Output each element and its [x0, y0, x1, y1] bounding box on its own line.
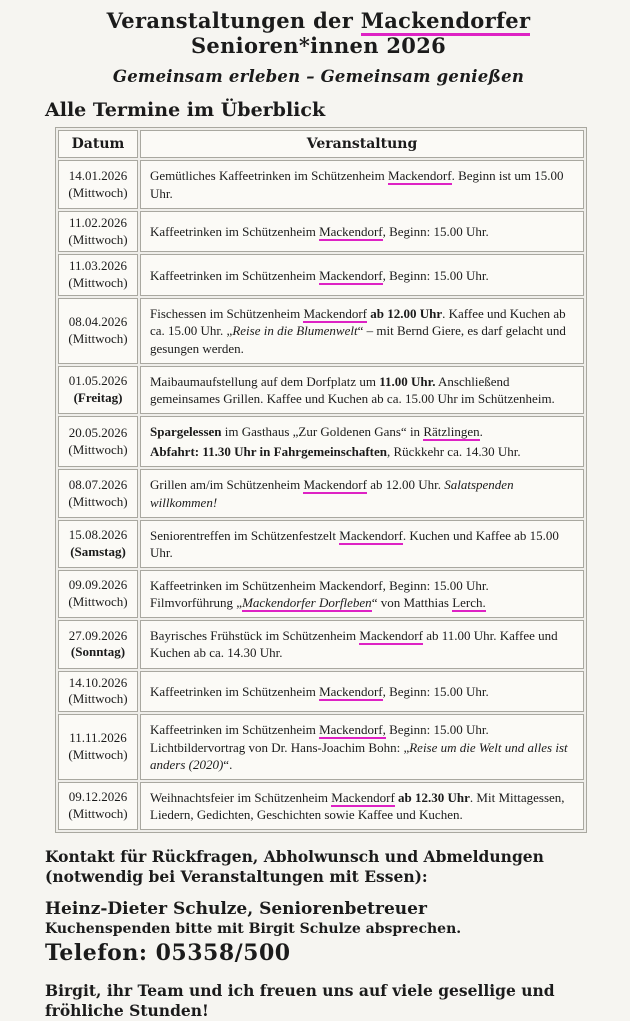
date-cell [58, 416, 138, 467]
event-weekday: (Mittwoch) [68, 184, 128, 200]
column-header-datum: Datum [58, 130, 138, 158]
events-table [55, 127, 587, 833]
event-date: 27.09.2026 [68, 627, 128, 643]
contact-note: Kuchenspenden bitte mit Birgit Schulze absprechen. [45, 920, 462, 937]
events-table-head [58, 130, 584, 158]
event-text: Maibaumaufstellung auf dem Dorfplatz um 11.00 Uhr. Anschließend gemeinsames Grillen. Kaffee und Kuchen ab ca. 15.00 Uhr im Schützenheim. [150, 373, 555, 406]
section-heading: Alle Termine im Überblick [45, 99, 326, 122]
event-date: 14.10.2026 [68, 674, 128, 690]
date-cell [58, 671, 138, 713]
subtitle: Gemeinsam erleben – Gemeinsam genießen [112, 67, 525, 87]
date-cell [58, 366, 138, 414]
event-text: Kaffeetrinken im Schützenheim Mackendorf, Beginn: 15.00 Uhr. Lichtbildervortrag von Dr. Hans-Joachim Bohn: „Reise um die Welt und alles ist anders (2020)“. [150, 722, 568, 772]
table-row [58, 160, 584, 208]
event-cell [140, 254, 584, 296]
table-row [58, 469, 584, 517]
event-date: 08.04.2026 [68, 314, 128, 330]
event-cell [140, 714, 584, 779]
date-cell [58, 211, 138, 253]
event-cell [140, 782, 584, 830]
event-weekday: (Mittwoch) [68, 747, 128, 763]
table-row [58, 570, 584, 618]
date-cell [58, 570, 138, 618]
event-weekday: (Mittwoch) [68, 231, 128, 247]
date-cell [58, 520, 138, 568]
date-cell [58, 298, 138, 363]
event-cell [140, 160, 584, 208]
event-weekday: (Mittwoch) [68, 493, 128, 509]
event-text: Kaffeetrinken im Schützenheim Mackendorf, Beginn: 15.00 Uhr. Filmvorführung „Mackendorfer Dorfleben“ von Matthias Lerch. [150, 577, 489, 611]
table-row [58, 714, 584, 779]
table-row [58, 620, 584, 668]
table-row [58, 520, 584, 568]
contact-phone: Telefon: 05358/500 [45, 939, 291, 966]
events-table-body [58, 160, 584, 830]
date-cell [58, 469, 138, 517]
date-cell [58, 782, 138, 830]
table-row [58, 416, 584, 467]
event-weekday: (Mittwoch) [68, 806, 128, 821]
event-text: Gemütliches Kaffeetrinken im Schützenheim Mackendorf. Beginn ist um 15.00 Uhr. [150, 168, 564, 201]
event-date: 20.05.2026 [68, 424, 128, 440]
event-date: 09.12.2026 [68, 789, 128, 805]
title-line-2: Senioren*innen 2026 [190, 33, 447, 59]
table-row [58, 211, 584, 253]
event-date: 14.01.2026 [68, 167, 128, 183]
table-row [58, 671, 584, 713]
event-date: 15.08.2026 [68, 526, 128, 542]
event-text: Fischessen im Schützenheim Mackendorf ab 12.00 Uhr. Kaffee und Kuchen ab ca. 15.00 Uhr. „Reise in die Blumenwelt“ – mit Bernd Giere, es darf gelacht und gesungen werden. [150, 306, 566, 356]
event-text: Abfahrt: 11.30 Uhr in Fahrgemeinschaften, Rückkehr ca. 14.30 Uhr. [150, 444, 521, 460]
event-cell [140, 298, 584, 363]
event-weekday: (Samstag) [70, 543, 126, 559]
event-cell [140, 366, 584, 414]
event-date: 11.02.2026 [68, 214, 128, 230]
event-text: Kaffeetrinken im Schützenheim Mackendorf, Beginn: 15.00 Uhr. [150, 683, 489, 699]
event-weekday: (Mittwoch) [68, 594, 128, 610]
title-line1-pre: Veranstaltungen der [106, 8, 361, 33]
event-text: Seniorentreffen im Schützenfestzelt Mackendorf. Kuchen und Kaffee ab 15.00 Uhr. [150, 527, 559, 560]
event-weekday: (Mittwoch) [68, 330, 128, 346]
table-row [58, 782, 584, 830]
contact-heading: Kontakt für Rückfragen, Abholwunsch und Abmeldungen (notwendig bei Veranstaltungen mit Essen): [45, 847, 544, 886]
column-header-veranstaltung: Veranstaltung [140, 130, 584, 158]
event-cell [140, 211, 584, 253]
date-cell [58, 254, 138, 296]
closing-message: Birgit, ihr Team und ich freuen uns auf viele gesellige und fröhliche Stunden! [45, 980, 555, 1021]
date-cell [58, 160, 138, 208]
event-weekday: (Mittwoch) [68, 275, 128, 291]
event-text: Bayrisches Frühstück im Schützenheim Mackendorf ab 11.00 Uhr. Kaffee und Kuchen ab ca. 14.30 Uhr. [150, 628, 558, 661]
event-weekday: (Mittwoch) [68, 441, 128, 457]
event-text: Weihnachtsfeier im Schützenheim Mackendorf ab 12.30 Uhr. Mit Mittagessen, Liedern, Gedichten, Geschichten sowie Kaffee und Kuchen. [150, 789, 565, 822]
title-underlined-word: Mackendorfer [361, 8, 531, 36]
event-text: Grillen am/im Schützenheim Mackendorf ab 12.00 Uhr. Salatspenden willkommen! [150, 477, 514, 510]
event-cell [140, 469, 584, 517]
event-weekday: (Freitag) [73, 389, 123, 405]
event-cell [140, 570, 584, 618]
date-cell [58, 714, 138, 779]
event-date: 09.09.2026 [68, 577, 128, 593]
event-cell [140, 671, 584, 713]
event-text: Spargelessen im Gasthaus „Zur Goldenen Gans“ in Rätzlingen. [150, 424, 483, 440]
table-row [58, 254, 584, 296]
event-date: 01.05.2026 [68, 372, 128, 388]
table-row [58, 366, 584, 414]
contact-name: Heinz-Dieter Schulze, Seniorenbetreuer [45, 898, 427, 919]
table-header-row [58, 130, 584, 158]
event-date: 11.03.2026 [68, 258, 128, 274]
event-weekday: (Sonntag) [70, 644, 126, 660]
event-text: Kaffeetrinken im Schützenheim Mackendorf, Beginn: 15.00 Uhr. [150, 224, 489, 239]
title-line-1 [45, 8, 592, 33]
event-cell [140, 416, 584, 467]
event-cell [140, 520, 584, 568]
page-title [45, 8, 592, 58]
event-cell [140, 620, 584, 668]
event-text: Kaffeetrinken im Schützenheim Mackendorf, Beginn: 15.00 Uhr. [150, 267, 489, 283]
event-date: 11.11.2026 [69, 730, 127, 746]
date-cell [58, 620, 138, 668]
event-weekday: (Mittwoch) [68, 691, 128, 707]
event-date: 08.07.2026 [68, 476, 128, 492]
footer [45, 847, 592, 1021]
table-row [58, 298, 584, 363]
